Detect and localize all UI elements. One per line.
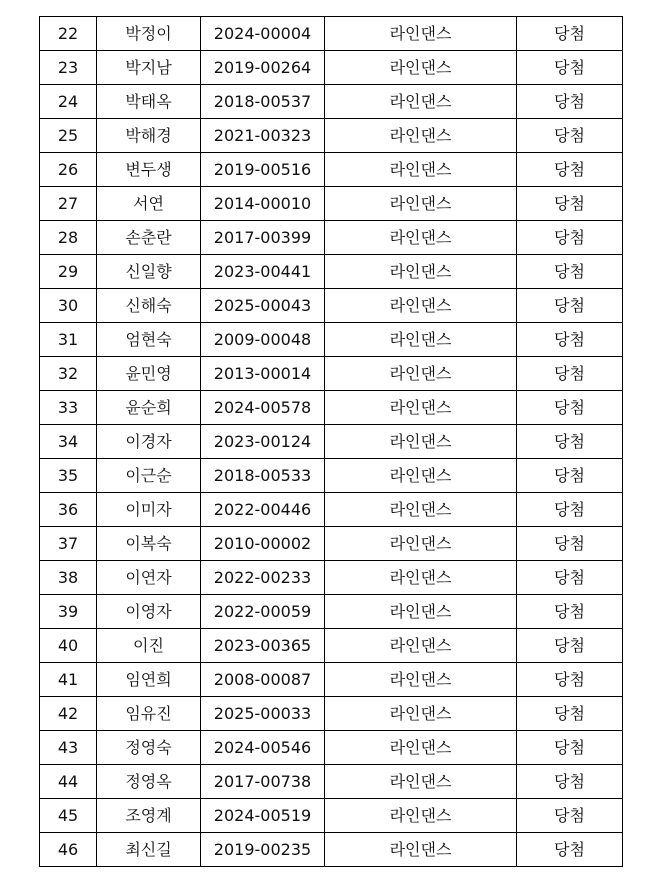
table-row <box>40 187 623 221</box>
member-id-cell: 2010-00002 <box>201 527 325 561</box>
result-cell: 당첨 <box>517 765 623 799</box>
row-number-cell: 26 <box>40 153 97 187</box>
member-id-cell: 2022-00059 <box>201 595 325 629</box>
class-name-cell: 라인댄스 <box>325 289 517 323</box>
class-name-cell: 라인댄스 <box>325 357 517 391</box>
row-number-cell: 46 <box>40 833 97 867</box>
table-row <box>40 357 623 391</box>
table-row <box>40 51 623 85</box>
table-row <box>40 731 623 765</box>
member-id-cell: 2022-00446 <box>201 493 325 527</box>
row-number-cell: 23 <box>40 51 97 85</box>
table-row <box>40 561 623 595</box>
result-cell: 당첨 <box>517 187 623 221</box>
table-row <box>40 425 623 459</box>
member-id-cell: 2019-00264 <box>201 51 325 85</box>
member-id-cell: 2009-00048 <box>201 323 325 357</box>
document-sheet <box>39 16 623 867</box>
class-name-cell: 라인댄스 <box>325 493 517 527</box>
name-cell: 최신길 <box>97 833 201 867</box>
member-id-cell: 2025-00033 <box>201 697 325 731</box>
result-cell: 당첨 <box>517 221 623 255</box>
result-cell: 당첨 <box>517 357 623 391</box>
result-cell: 당첨 <box>517 391 623 425</box>
class-name-cell: 라인댄스 <box>325 187 517 221</box>
row-number-cell: 22 <box>40 17 97 51</box>
name-cell: 손춘란 <box>97 221 201 255</box>
row-number-cell: 44 <box>40 765 97 799</box>
row-number-cell: 34 <box>40 425 97 459</box>
row-number-cell: 41 <box>40 663 97 697</box>
member-id-cell: 2024-00578 <box>201 391 325 425</box>
member-id-cell: 2022-00233 <box>201 561 325 595</box>
table-row <box>40 799 623 833</box>
member-id-cell: 2024-00546 <box>201 731 325 765</box>
name-cell: 이연자 <box>97 561 201 595</box>
name-cell: 이근순 <box>97 459 201 493</box>
table-row <box>40 697 623 731</box>
row-number-cell: 25 <box>40 119 97 153</box>
name-cell: 윤순희 <box>97 391 201 425</box>
name-cell: 박정이 <box>97 17 201 51</box>
table-row <box>40 527 623 561</box>
row-number-cell: 28 <box>40 221 97 255</box>
result-cell: 당첨 <box>517 663 623 697</box>
member-id-cell: 2017-00399 <box>201 221 325 255</box>
row-number-cell: 45 <box>40 799 97 833</box>
name-cell: 임유진 <box>97 697 201 731</box>
table-row <box>40 391 623 425</box>
result-cell: 당첨 <box>517 493 623 527</box>
member-id-cell: 2023-00365 <box>201 629 325 663</box>
row-number-cell: 38 <box>40 561 97 595</box>
table-row <box>40 323 623 357</box>
class-name-cell: 라인댄스 <box>325 391 517 425</box>
name-cell: 정영숙 <box>97 731 201 765</box>
class-name-cell: 라인댄스 <box>325 595 517 629</box>
member-id-cell: 2023-00124 <box>201 425 325 459</box>
class-name-cell: 라인댄스 <box>325 17 517 51</box>
result-cell: 당첨 <box>517 595 623 629</box>
table-row <box>40 833 623 867</box>
table-row <box>40 289 623 323</box>
row-number-cell: 30 <box>40 289 97 323</box>
name-cell: 조영계 <box>97 799 201 833</box>
class-name-cell: 라인댄스 <box>325 153 517 187</box>
member-id-cell: 2024-00004 <box>201 17 325 51</box>
table-row <box>40 17 623 51</box>
result-cell: 당첨 <box>517 255 623 289</box>
member-id-cell: 2018-00537 <box>201 85 325 119</box>
result-cell: 당첨 <box>517 833 623 867</box>
result-cell: 당첨 <box>517 731 623 765</box>
result-cell: 당첨 <box>517 799 623 833</box>
lottery-result-table <box>39 16 623 867</box>
table-row <box>40 85 623 119</box>
class-name-cell: 라인댄스 <box>325 119 517 153</box>
name-cell: 이진 <box>97 629 201 663</box>
class-name-cell: 라인댄스 <box>325 629 517 663</box>
class-name-cell: 라인댄스 <box>325 799 517 833</box>
member-id-cell: 2017-00738 <box>201 765 325 799</box>
member-id-cell: 2023-00441 <box>201 255 325 289</box>
name-cell: 이복숙 <box>97 527 201 561</box>
member-id-cell: 2008-00087 <box>201 663 325 697</box>
member-id-cell: 2024-00519 <box>201 799 325 833</box>
row-number-cell: 35 <box>40 459 97 493</box>
member-id-cell: 2021-00323 <box>201 119 325 153</box>
row-number-cell: 42 <box>40 697 97 731</box>
member-id-cell: 2013-00014 <box>201 357 325 391</box>
name-cell: 박지남 <box>97 51 201 85</box>
row-number-cell: 40 <box>40 629 97 663</box>
table-row <box>40 765 623 799</box>
name-cell: 박태옥 <box>97 85 201 119</box>
name-cell: 윤민영 <box>97 357 201 391</box>
class-name-cell: 라인댄스 <box>325 255 517 289</box>
table-row <box>40 663 623 697</box>
class-name-cell: 라인댄스 <box>325 561 517 595</box>
result-cell: 당첨 <box>517 51 623 85</box>
table-row <box>40 255 623 289</box>
result-cell: 당첨 <box>517 119 623 153</box>
class-name-cell: 라인댄스 <box>325 459 517 493</box>
table-row <box>40 459 623 493</box>
class-name-cell: 라인댄스 <box>325 765 517 799</box>
table-row <box>40 629 623 663</box>
class-name-cell: 라인댄스 <box>325 697 517 731</box>
table-body <box>40 17 623 867</box>
result-cell: 당첨 <box>517 85 623 119</box>
class-name-cell: 라인댄스 <box>325 527 517 561</box>
class-name-cell: 라인댄스 <box>325 221 517 255</box>
class-name-cell: 라인댄스 <box>325 731 517 765</box>
member-id-cell: 2025-00043 <box>201 289 325 323</box>
name-cell: 이영자 <box>97 595 201 629</box>
name-cell: 엄현숙 <box>97 323 201 357</box>
result-cell: 당첨 <box>517 289 623 323</box>
result-cell: 당첨 <box>517 629 623 663</box>
row-number-cell: 36 <box>40 493 97 527</box>
class-name-cell: 라인댄스 <box>325 323 517 357</box>
table-row <box>40 595 623 629</box>
member-id-cell: 2018-00533 <box>201 459 325 493</box>
class-name-cell: 라인댄스 <box>325 833 517 867</box>
class-name-cell: 라인댄스 <box>325 425 517 459</box>
class-name-cell: 라인댄스 <box>325 663 517 697</box>
row-number-cell: 29 <box>40 255 97 289</box>
name-cell: 임연희 <box>97 663 201 697</box>
result-cell: 당첨 <box>517 561 623 595</box>
result-cell: 당첨 <box>517 323 623 357</box>
name-cell: 변두생 <box>97 153 201 187</box>
table-row <box>40 221 623 255</box>
member-id-cell: 2019-00235 <box>201 833 325 867</box>
name-cell: 서연 <box>97 187 201 221</box>
row-number-cell: 37 <box>40 527 97 561</box>
row-number-cell: 33 <box>40 391 97 425</box>
name-cell: 이미자 <box>97 493 201 527</box>
row-number-cell: 39 <box>40 595 97 629</box>
result-cell: 당첨 <box>517 697 623 731</box>
row-number-cell: 43 <box>40 731 97 765</box>
member-id-cell: 2014-00010 <box>201 187 325 221</box>
result-cell: 당첨 <box>517 527 623 561</box>
result-cell: 당첨 <box>517 459 623 493</box>
name-cell: 신일향 <box>97 255 201 289</box>
table-row <box>40 493 623 527</box>
result-cell: 당첨 <box>517 153 623 187</box>
name-cell: 이경자 <box>97 425 201 459</box>
row-number-cell: 32 <box>40 357 97 391</box>
name-cell: 신해숙 <box>97 289 201 323</box>
row-number-cell: 27 <box>40 187 97 221</box>
result-cell: 당첨 <box>517 17 623 51</box>
row-number-cell: 31 <box>40 323 97 357</box>
class-name-cell: 라인댄스 <box>325 51 517 85</box>
result-cell: 당첨 <box>517 425 623 459</box>
row-number-cell: 24 <box>40 85 97 119</box>
class-name-cell: 라인댄스 <box>325 85 517 119</box>
member-id-cell: 2019-00516 <box>201 153 325 187</box>
table-row <box>40 119 623 153</box>
name-cell: 박해경 <box>97 119 201 153</box>
table-row <box>40 153 623 187</box>
name-cell: 정영옥 <box>97 765 201 799</box>
